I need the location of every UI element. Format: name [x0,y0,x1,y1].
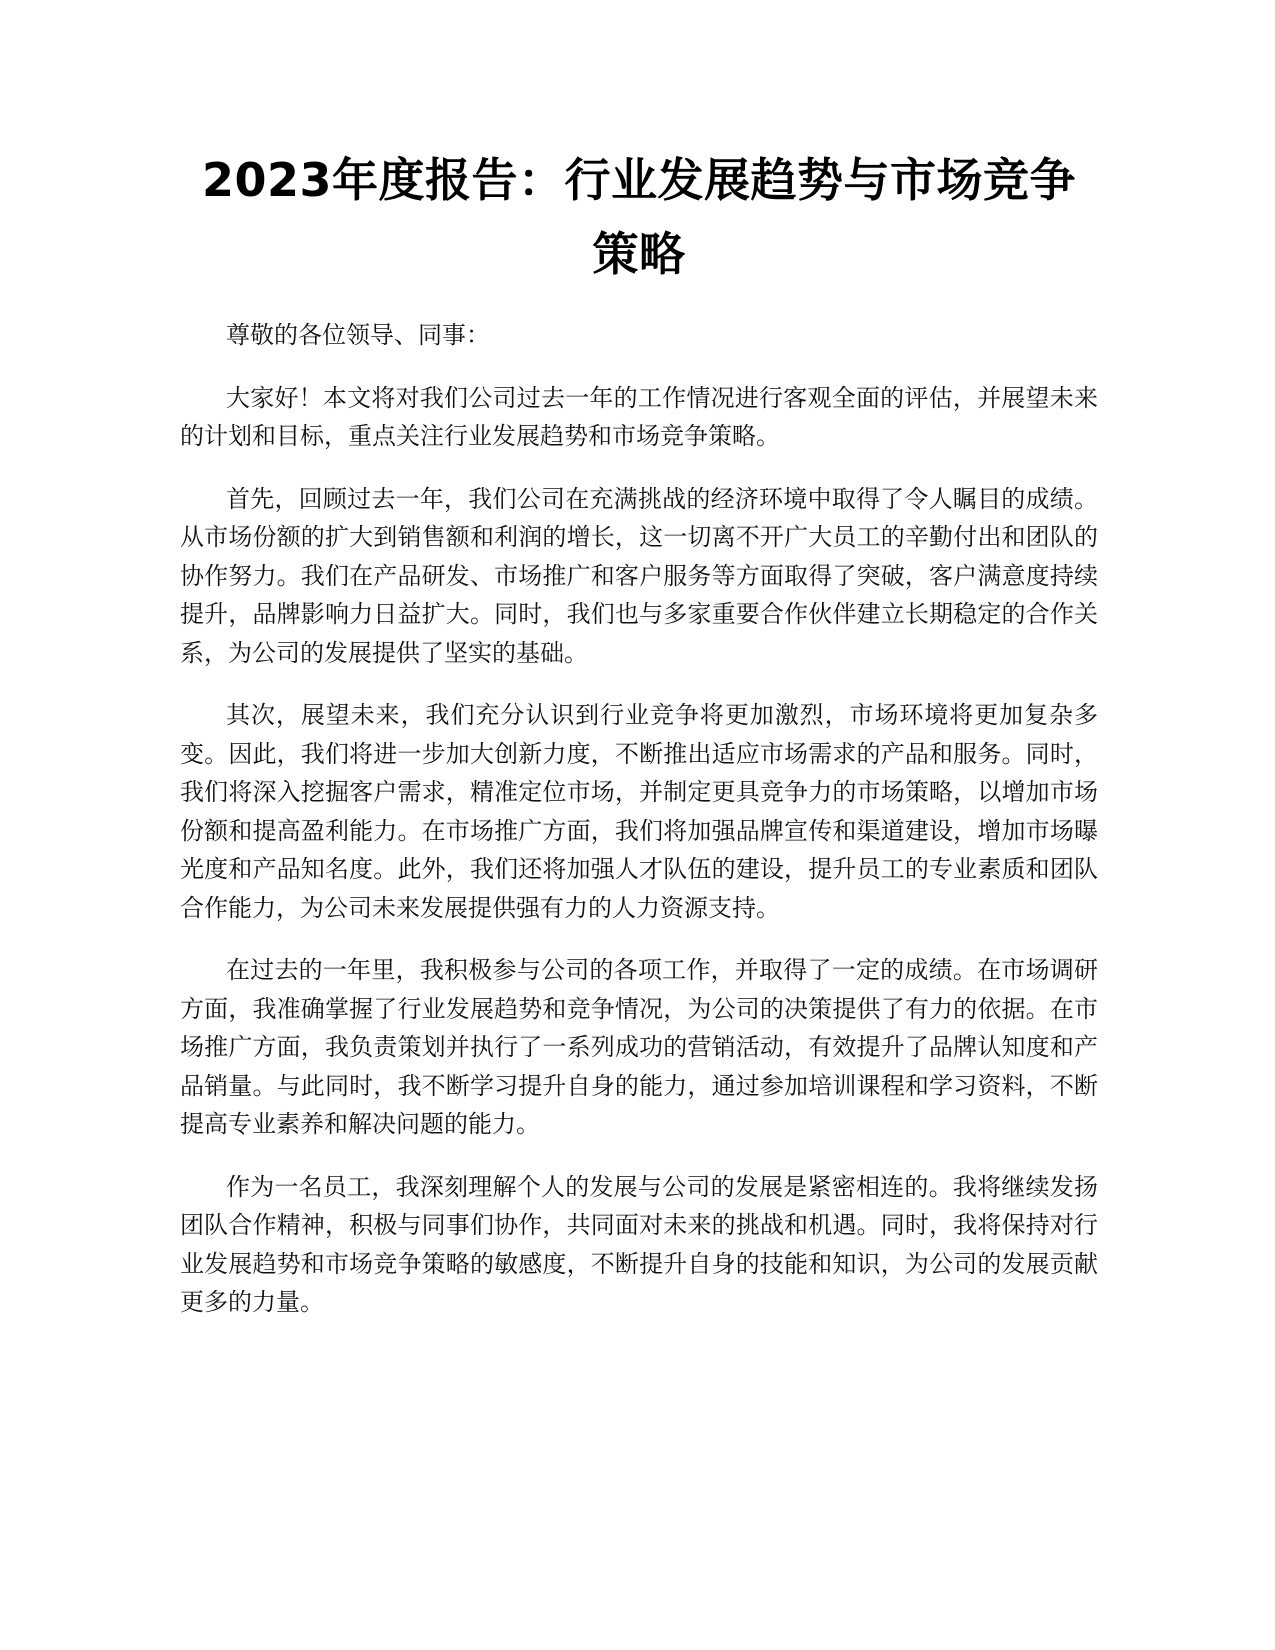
body-paragraph: 其次，展望未来，我们充分认识到行业竞争将更加激烈，市场环境将更加复杂多变。因此，我们将进一步加大创新力度，不断推出适应市场需求的产品和服务。同时，我们将深入挖掘客户需求，精准定位市场，并制定更具竞争力的市场策略，以增加市场份额和提高盈利能力。在市场推广方面，我们将加强品牌宣传和渠道建设，增加市场曝光度和产品知名度。此外，我们还将加强人才队伍的建设，提升员工的专业素质和团队合作能力，为公司未来发展提供强有力的人力资源支持。 [180,701,1098,922]
document-body [180,316,1098,1346]
body-paragraph: 在过去的一年里，我积极参与公司的各项工作，并取得了一定的成绩。在市场调研方面，我准确掌握了行业发展趋势和竞争情况，为公司的决策提供了有力的依据。在市场推广方面，我负责策划并执行了一系列成功的营销活动，有效提升了品牌认知度和产品销量。与此同时，我不断学习提升自身的能力，通过参加培训课程和学习资料，不断提高专业素养和解决问题的能力。 [180,956,1098,1138]
body-paragraph: 作为一名员工，我深刻理解个人的发展与公司的发展是紧密相连的。我将继续发扬团队合作精神，积极与同事们协作，共同面对未来的挑战和机遇。同时，我将保持对行业发展趋势和市场竞争策略的敏感度，不断提升自身的技能和知识，为公司的发展贡献更多的力量。 [180,1172,1098,1316]
body-paragraph: 首先，回顾过去一年，我们公司在充满挑战的经济环境中取得了令人瞩目的成绩。从市场份额的扩大到销售额和利润的增长，这一切离不开广大员工的辛勤付出和团队的协作努力。我们在产品研发、市场推广和客户服务等方面取得了突破，客户满意度持续提升，品牌影响力日益扩大。同时，我们也与多家重要合作伙伴建立长期稳定的合作关系，为公司的发展提供了坚实的基础。 [180,484,1098,667]
document-title: 2023年度报告：行业发展趋势与市场竞争策略 [201,153,1077,281]
body-paragraph: 大家好！本文将对我们公司过去一年的工作情况进行客观全面的评估，并展望未来的计划和目标，重点关注行业发展趋势和市场竞争策略。 [180,383,1098,450]
salutation-paragraph: 尊敬的各位领导、同事： [226,321,490,349]
